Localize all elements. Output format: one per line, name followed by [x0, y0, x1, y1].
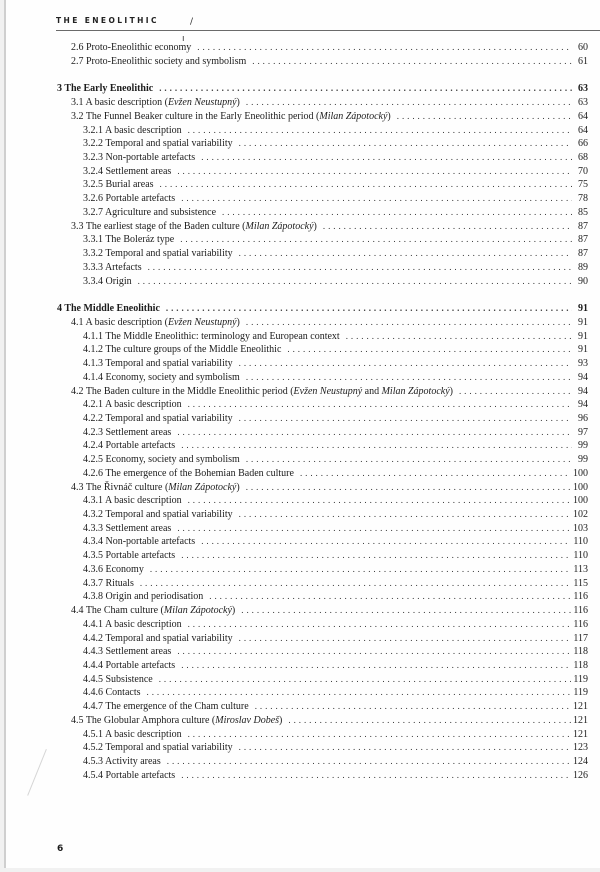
toc-entry-title — [83, 755, 167, 769]
running-head — [56, 16, 600, 44]
toc-subsection[interactable] — [83, 535, 588, 549]
author-name: Miroslav Dobeš — [215, 714, 280, 726]
dot-leader — [397, 110, 572, 124]
toc-entry-title — [83, 124, 188, 138]
toc-entry-title — [83, 494, 188, 508]
author-name: Evžen Neustupný — [167, 316, 237, 328]
dot-leader — [201, 535, 571, 549]
toc-entry-title — [83, 439, 181, 453]
author-conjunction: and — [362, 385, 382, 397]
toc-entry-title — [83, 206, 222, 220]
toc-subsection[interactable] — [83, 590, 588, 604]
toc-section[interactable] — [71, 604, 588, 618]
toc-subsection[interactable] — [83, 343, 588, 357]
toc-page-number: 119 — [573, 687, 588, 699]
dot-leader — [177, 522, 571, 536]
entry-label: 3.3.3 Artefacts — [83, 261, 142, 273]
toc-page-number: 96 — [578, 413, 588, 424]
closing-paren: ) — [279, 714, 283, 726]
toc-entry-title — [71, 604, 241, 618]
toc-subsection[interactable] — [83, 632, 588, 646]
toc-page-number: 118 — [573, 659, 588, 671]
toc-chapter[interactable] — [57, 302, 588, 316]
toc-entry-title — [71, 714, 288, 728]
entry-label: 4.5.4 Portable artefacts — [83, 769, 176, 781]
toc-entry-title — [83, 686, 147, 700]
entry-label: 4.3 The Řivnáč culture ( — [71, 481, 169, 493]
toc-entry-title — [83, 151, 201, 165]
toc-page-number: 118 — [573, 646, 588, 658]
toc-page-number: 123 — [573, 742, 588, 754]
toc-page-number: 94 — [578, 399, 588, 411]
dot-leader — [188, 728, 571, 742]
dot-leader — [167, 755, 571, 769]
author-name: Evžen Neustupný — [293, 385, 363, 397]
closing-paren: ) — [449, 385, 453, 397]
toc-subsection[interactable] — [83, 206, 588, 220]
toc-page-number: 94 — [578, 385, 588, 397]
toc-page-number: 91 — [578, 344, 588, 356]
toc-subsection[interactable] — [83, 522, 588, 536]
toc-page-number: 100 — [573, 495, 588, 507]
entry-label: 3.2.1 A basic description — [83, 124, 182, 136]
entry-label: 4.1.1 The Middle Eneolithic: terminology and European context — [83, 330, 340, 342]
toc-entry-title — [83, 192, 181, 206]
toc-subsection[interactable] — [83, 233, 588, 247]
toc-page-number: 61 — [578, 55, 588, 67]
dot-leader — [300, 467, 571, 481]
dot-leader — [246, 316, 572, 330]
toc-page-number: 97 — [578, 426, 588, 438]
toc-subsection[interactable] — [83, 645, 588, 659]
toc-page-number: 117 — [573, 632, 588, 644]
entry-label: 3.2.5 Burial areas — [83, 179, 154, 191]
entry-label: 4.4 The Cham culture ( — [71, 605, 164, 617]
dot-leader — [197, 41, 572, 55]
author-name: Milan Zápotocký — [163, 605, 232, 617]
toc-page-number: 90 — [578, 275, 588, 287]
toc-page-number: 102 — [573, 509, 588, 521]
toc-subsection[interactable] — [83, 165, 588, 179]
entry-label: 4.4.7 The emergence of the Cham culture — [83, 701, 249, 713]
toc-page-number: 100 — [573, 481, 588, 493]
toc-page-number: 87 — [578, 248, 588, 260]
dot-leader — [148, 261, 572, 275]
toc-entry-title — [71, 316, 246, 330]
dot-leader — [288, 714, 571, 728]
toc-subsection[interactable] — [83, 728, 588, 742]
dot-leader — [166, 302, 572, 316]
entry-label: 4.1 A basic description ( — [71, 316, 168, 328]
toc-section[interactable] — [71, 481, 588, 495]
dot-leader — [181, 659, 571, 673]
toc-subsection[interactable] — [83, 398, 588, 412]
toc-page-number: 99 — [578, 454, 588, 466]
toc-entry-title — [83, 343, 287, 357]
toc-subsection[interactable] — [83, 577, 588, 591]
entry-label: 4.4.4 Portable artefacts — [83, 659, 176, 671]
dot-leader — [222, 206, 572, 220]
toc-page-number: 87 — [578, 234, 588, 246]
toc-page-number: 87 — [578, 220, 588, 232]
toc-page-number: 116 — [573, 618, 588, 630]
entry-label: 3.3.1 The Boleráz type — [83, 234, 175, 246]
closing-paren: ) — [313, 220, 317, 232]
entry-label: 2.7 Proto-Eneolithic society and symbolism — [71, 55, 247, 67]
toc-section[interactable] — [71, 110, 588, 124]
dot-leader — [287, 343, 572, 357]
entry-label: 3 The Early Eneolithic — [57, 83, 154, 95]
closing-paren: ) — [236, 97, 240, 109]
toc-page-number: 63 — [578, 83, 588, 95]
toc-entry-title — [83, 728, 188, 742]
toc-subsection[interactable] — [83, 371, 588, 385]
toc-entry-title — [83, 247, 239, 261]
dot-leader — [147, 686, 572, 700]
toc-subsection[interactable] — [83, 137, 588, 151]
author-name: Milan Zápotocký — [381, 385, 450, 397]
entry-label: 4.5.1 A basic description — [83, 728, 182, 740]
entry-label: 3.2.6 Portable artefacts — [83, 193, 176, 205]
toc-entry-title — [71, 55, 252, 69]
toc-subsection[interactable] — [83, 673, 588, 687]
toc-entry-title — [57, 302, 166, 316]
toc-subsection[interactable] — [83, 467, 588, 481]
toc-entry-title — [83, 330, 346, 344]
entry-label: 4.3.7 Rituals — [83, 577, 134, 589]
toc-page-number: 91 — [578, 303, 588, 315]
author-name: Milan Zápotocký — [319, 110, 388, 122]
dot-leader — [239, 412, 572, 426]
toc-entry-title — [83, 275, 138, 289]
entry-label: 4.3.1 A basic description — [83, 495, 182, 507]
toc-section[interactable] — [71, 55, 588, 69]
toc-subsection[interactable] — [83, 686, 588, 700]
toc-subsection[interactable] — [83, 151, 588, 165]
pencil-scribble — [27, 749, 60, 801]
toc-subsection[interactable] — [83, 178, 588, 192]
toc-page-number: 116 — [573, 605, 588, 617]
dot-leader — [181, 439, 572, 453]
toc-page-number: 94 — [578, 371, 588, 383]
toc-entry-title — [83, 178, 160, 192]
pen-mark: ı — [182, 34, 185, 44]
toc-subsection[interactable] — [83, 192, 588, 206]
author-name: Evžen Neustupný — [167, 97, 237, 109]
author-name: Milan Zápotocký — [168, 481, 237, 493]
entry-label: 4.5.3 Activity areas — [83, 756, 161, 767]
toc-entry-title — [83, 769, 181, 783]
entry-label: 4.4.3 Settlement areas — [83, 646, 172, 658]
entry-label: 4.3.5 Portable artefacts — [83, 550, 176, 562]
toc-subsection[interactable] — [83, 453, 588, 467]
dot-leader — [346, 330, 572, 344]
dot-leader — [239, 137, 572, 151]
toc-page-number: 93 — [578, 358, 588, 370]
toc-entry-title — [83, 741, 239, 755]
toc-section[interactable] — [71, 385, 588, 399]
toc-page-number: 66 — [578, 138, 588, 150]
toc-entry-title — [83, 590, 209, 604]
toc-subsection[interactable] — [83, 330, 588, 344]
toc-subsection[interactable] — [83, 124, 588, 138]
toc-entry-title — [83, 659, 181, 673]
toc-page-number: 110 — [573, 536, 588, 548]
closing-paren: ) — [231, 605, 236, 617]
toc-entry-title — [71, 96, 246, 110]
entry-label: 4.3.8 Origin and periodisation — [83, 591, 204, 603]
dot-leader — [459, 385, 572, 399]
running-head-title: THE ENEOLITHIC — [56, 16, 159, 25]
dot-leader — [246, 481, 571, 495]
entry-label: 3.3.2 Temporal and spatial variability — [83, 248, 233, 260]
entry-label: 2.6 Proto-Eneolithic economy — [71, 42, 192, 53]
toc-subsection[interactable] — [83, 439, 588, 453]
toc-page-number: 119 — [573, 673, 588, 685]
entry-label: 4.3.3 Settlement areas — [83, 522, 172, 534]
pen-mark: / — [190, 17, 194, 27]
entry-label: 4.3.4 Non-portable artefacts — [83, 536, 196, 548]
dot-leader — [160, 178, 572, 192]
toc-page-number: 60 — [578, 42, 588, 53]
toc-entry-title — [83, 645, 177, 659]
closing-paren: ) — [387, 110, 391, 122]
toc-subsection[interactable] — [83, 494, 588, 508]
dot-leader — [181, 769, 571, 783]
entry-label: 3.1 A basic description ( — [71, 97, 168, 109]
toc-subsection[interactable] — [83, 275, 588, 289]
toc-subsection[interactable] — [83, 618, 588, 632]
toc-page-number: 121 — [573, 728, 588, 740]
dot-leader — [159, 82, 572, 96]
dot-leader — [181, 192, 572, 206]
dot-leader — [150, 563, 572, 577]
toc-page-number: 113 — [573, 563, 588, 575]
closing-paren: ) — [236, 481, 240, 493]
entry-label: 4.1.4 Economy, society and symbolism — [83, 371, 240, 383]
dot-leader — [239, 247, 572, 261]
toc-entry-title — [83, 563, 150, 577]
entry-label: 4.2.1 A basic description — [83, 399, 182, 411]
toc-entry-title — [83, 508, 239, 522]
entry-label: 4.2.2 Temporal and spatial variability — [83, 413, 233, 424]
closing-paren: ) — [236, 316, 240, 328]
entry-label: 4.1.3 Temporal and spatial variability — [83, 358, 233, 370]
toc-page-number: 75 — [578, 179, 588, 191]
toc-entry-title — [71, 41, 197, 55]
toc-entry-title — [83, 398, 188, 412]
toc-page-number: 91 — [578, 316, 588, 328]
toc-chapter[interactable] — [57, 82, 588, 96]
dot-leader — [246, 371, 572, 385]
toc-entry-title — [83, 535, 201, 549]
toc-entry-title — [83, 577, 140, 591]
toc-entry-title — [83, 673, 159, 687]
dot-leader — [246, 453, 572, 467]
toc-entry-title — [83, 618, 188, 632]
author-name: Milan Zápotocký — [245, 220, 314, 232]
toc-page-number: 78 — [578, 193, 588, 205]
dot-leader — [239, 632, 572, 646]
toc-subsection[interactable] — [83, 508, 588, 522]
entry-label: 3.2.7 Agriculture and subsistence — [83, 206, 217, 218]
toc-page-number: 68 — [578, 152, 588, 164]
dot-leader — [140, 577, 572, 591]
toc-page-number: 99 — [578, 440, 588, 452]
entry-label: 4 The Middle Eneolithic — [57, 303, 160, 315]
entry-label: 4.5.2 Temporal and spatial variability — [83, 742, 233, 754]
toc-page-number: 103 — [573, 522, 588, 534]
toc-subsection[interactable] — [83, 426, 588, 440]
toc-entry-title — [83, 632, 239, 646]
toc-page-number: 64 — [578, 110, 588, 122]
toc-section[interactable] — [71, 96, 588, 110]
toc-section[interactable] — [71, 714, 588, 728]
toc-entry-title — [71, 220, 323, 234]
dot-leader — [188, 124, 572, 138]
toc-page-number: 121 — [573, 701, 588, 713]
toc-entry-title — [83, 426, 177, 440]
toc-page-number: 91 — [578, 330, 588, 342]
toc-subsection[interactable] — [83, 741, 588, 755]
dot-leader — [180, 233, 572, 247]
entry-label: 4.4.5 Subsistence — [83, 673, 153, 685]
toc-page-number: 110 — [573, 550, 588, 562]
dot-leader — [239, 357, 572, 371]
toc-page-number: 126 — [573, 769, 588, 781]
dot-leader — [188, 494, 571, 508]
entry-label: 4.2.6 The emergence of the Bohemian Baden culture — [83, 467, 294, 479]
entry-label: 4.4.1 A basic description — [83, 618, 182, 630]
toc-subsection[interactable] — [83, 247, 588, 261]
toc-subsection[interactable] — [83, 412, 588, 426]
toc-entry-title — [83, 700, 255, 714]
toc-page-number: 63 — [578, 97, 588, 109]
toc-page-number: 121 — [573, 714, 588, 726]
entry-label: 3.2.2 Temporal and spatial variability — [83, 138, 233, 150]
toc-section[interactable] — [71, 220, 588, 234]
toc-entry-title — [83, 467, 300, 481]
toc-subsection[interactable] — [83, 357, 588, 371]
dot-leader — [246, 96, 572, 110]
toc-entry-title — [83, 522, 177, 536]
toc-page-number: 115 — [573, 577, 588, 589]
entry-label: 4.3.6 Economy — [83, 563, 144, 575]
toc-section[interactable] — [71, 41, 588, 55]
entry-label: 3.3.4 Origin — [83, 275, 132, 287]
toc-page-number: 124 — [573, 756, 588, 767]
dot-leader — [177, 426, 572, 440]
entry-label: 4.2.5 Economy, society and symbolism — [83, 454, 240, 466]
toc-entry-title — [71, 385, 459, 399]
dot-leader — [177, 645, 571, 659]
entry-label: 3.2.3 Non-portable artefacts — [83, 152, 196, 164]
entry-label: 4.5 The Globular Amphora culture ( — [71, 714, 216, 726]
toc-page-number: 116 — [573, 591, 588, 603]
toc-entry-title — [83, 233, 180, 247]
toc-section[interactable] — [71, 316, 588, 330]
toc-page-number: 70 — [578, 165, 588, 177]
dot-leader — [188, 398, 572, 412]
toc-page-number: 100 — [573, 467, 588, 479]
dot-leader — [177, 165, 572, 179]
toc-subsection[interactable] — [83, 563, 588, 577]
dot-leader — [239, 508, 571, 522]
dot-leader — [241, 604, 571, 618]
dot-leader — [239, 741, 571, 755]
entry-label: 4.2.4 Portable artefacts — [83, 440, 176, 452]
dot-leader — [201, 151, 572, 165]
page-number: 6 — [57, 844, 64, 854]
toc-entry-title — [71, 481, 246, 495]
dot-leader — [138, 275, 572, 289]
dot-leader — [188, 618, 572, 632]
dot-leader — [159, 673, 572, 687]
toc-entry-title — [83, 453, 246, 467]
dot-leader — [252, 55, 572, 69]
toc-subsection[interactable] — [83, 700, 588, 714]
toc-subsection[interactable] — [83, 769, 588, 783]
entry-label: 3.3 The earliest stage of the Baden culture ( — [71, 220, 246, 232]
toc-page-number: 85 — [578, 206, 588, 218]
entry-label: 3.2 The Funnel Beaker culture in the Early Eneolithic period ( — [71, 110, 320, 122]
toc-entry-title — [83, 137, 239, 151]
dot-leader — [255, 700, 571, 714]
toc-subsection[interactable] — [83, 549, 588, 563]
toc-subsection[interactable] — [83, 261, 588, 275]
toc-entry-title — [83, 261, 148, 275]
toc-subsection[interactable] — [83, 755, 588, 769]
toc-entry-title — [83, 165, 177, 179]
toc-page-number: 89 — [578, 261, 588, 273]
toc-entry-title — [83, 549, 181, 563]
toc-page-number: 64 — [578, 124, 588, 136]
entry-label: 3.2.4 Settlement areas — [83, 165, 172, 177]
dot-leader — [323, 220, 572, 234]
toc-entry-title — [83, 412, 239, 426]
entry-label: 4.4.2 Temporal and spatial variability — [83, 632, 233, 644]
toc-subsection[interactable] — [83, 659, 588, 673]
entry-label: 4.2.3 Settlement areas — [83, 426, 172, 438]
dot-leader — [181, 549, 571, 563]
toc-entry-title — [83, 371, 246, 385]
toc-entry-title — [57, 82, 159, 96]
toc-entry-title — [83, 357, 239, 371]
entry-label: 4.1.2 The culture groups of the Middle Eneolithic — [83, 344, 282, 356]
entry-label: 4.2 The Baden culture in the Middle Eneolithic period ( — [71, 385, 294, 397]
entry-label: 4.4.6 Contacts — [83, 687, 141, 699]
toc-entry-title — [71, 110, 397, 124]
dot-leader — [209, 590, 571, 604]
entry-label: 4.3.2 Temporal and spatial variability — [83, 509, 233, 521]
